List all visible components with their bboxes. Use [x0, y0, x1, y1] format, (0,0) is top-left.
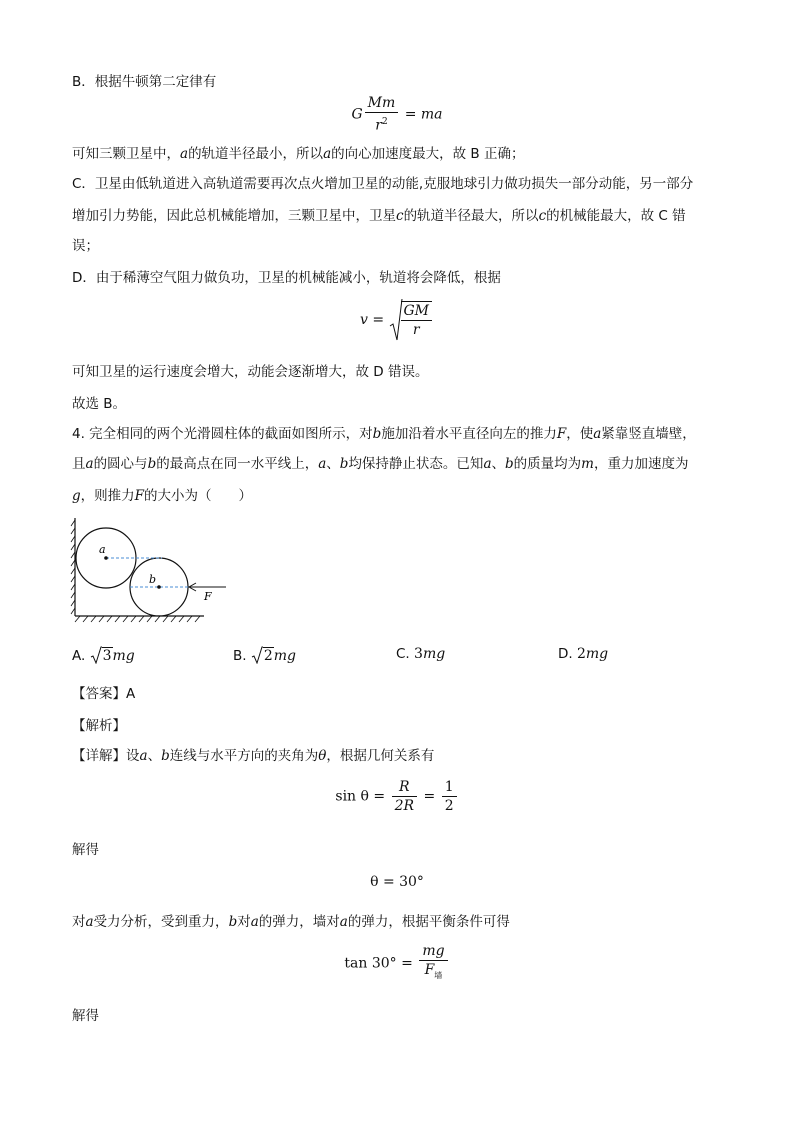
coefficient: 3	[414, 646, 423, 662]
text: 施加沿着水平直径向左的推力	[381, 426, 557, 442]
equation-sin-theta	[0, 778, 794, 815]
var: b	[339, 456, 349, 472]
analysis-label: 【解析】	[72, 718, 126, 734]
solve-2: 解得	[72, 1008, 99, 1024]
option-letter: A.	[72, 648, 86, 664]
c-line-3: 误；	[72, 238, 99, 254]
equation-theta: θ = 30°	[370, 874, 424, 890]
text: 的轨道半径最小，所以	[188, 146, 324, 162]
var: F	[134, 488, 145, 504]
eq3-fraction-1	[392, 778, 417, 815]
eq3-den2: 2	[444, 798, 454, 814]
var: a	[339, 914, 348, 930]
eq1-fraction	[365, 94, 399, 135]
eq3-lhs: sin θ =	[335, 788, 386, 805]
unit: mg	[112, 648, 135, 664]
eq1-denominator: r	[375, 117, 382, 134]
var: a	[318, 456, 327, 472]
unit: mg	[422, 646, 446, 662]
eq5-numerator: mg	[422, 943, 445, 959]
text: 的弹力，墙对	[258, 914, 340, 930]
text: 、	[491, 456, 505, 472]
text: 、	[147, 748, 162, 764]
c-line-2	[72, 204, 686, 224]
eq3-equals: =	[423, 788, 436, 805]
eq5-fraction	[419, 942, 447, 985]
eq3-fraction-2	[442, 778, 457, 815]
text: ，使	[566, 426, 594, 442]
radicand: 2	[263, 648, 273, 664]
text: 紧靠竖直墙壁，	[601, 426, 696, 442]
eq5-denominator: F	[424, 962, 435, 978]
center-a	[104, 556, 108, 560]
eq2-lhs: v =	[359, 312, 385, 328]
var: a	[85, 914, 94, 930]
option-value	[251, 648, 296, 664]
var: a	[85, 456, 94, 472]
force-analysis-line	[72, 910, 510, 930]
text: 的机械能最大，故 C 错	[546, 208, 686, 224]
option-letter: C.	[396, 646, 410, 662]
var: c	[538, 208, 547, 224]
text: 的圆心与	[93, 456, 148, 472]
q4-line-3	[72, 484, 252, 504]
eq1-G: G	[351, 106, 363, 123]
var: g	[72, 488, 81, 504]
option-b[interactable]	[233, 646, 296, 664]
text: 的轨道半径最大，所以	[403, 208, 539, 224]
detail-label: 【详解】	[72, 748, 126, 764]
eq3-num2: 1	[442, 778, 457, 797]
sqrt-sign	[389, 298, 435, 342]
eq5-lhs: tan 30° =	[344, 955, 413, 972]
text: 设	[126, 748, 140, 764]
text: 对	[237, 914, 251, 930]
unit: mg	[585, 646, 609, 662]
option-d[interactable]	[558, 646, 608, 662]
label-a: a	[99, 543, 106, 556]
var: c	[396, 208, 404, 224]
option-c[interactable]	[396, 646, 445, 662]
solve-1: 解得	[72, 842, 99, 858]
text: 均保持静止状态。已知	[348, 456, 484, 472]
center-b	[157, 585, 161, 589]
eq2-numerator: GM	[403, 303, 430, 319]
eq1-exponent: 2	[381, 117, 388, 127]
text: 的向心加速度最大，故 B 正确；	[331, 146, 525, 162]
eq5-subscript: 墙	[434, 970, 443, 980]
var: a	[139, 748, 148, 764]
d-intro: D．由于稀薄空气阻力做负功，卫星的机械能减小，轨道将会降低，根据	[72, 270, 501, 286]
option-a[interactable]	[72, 646, 135, 664]
radical-icon	[90, 646, 102, 664]
radical-icon	[251, 646, 263, 664]
var: b	[161, 748, 170, 764]
text: ，则推力	[80, 488, 135, 504]
option-value	[577, 646, 608, 662]
b-intro: B．根据牛顿第二定律有	[72, 74, 217, 90]
d-conclusion: 可知卫星的运行速度会增大，动能会逐渐增大，故 D 错误。	[72, 364, 429, 380]
eq1-rhs: = ma	[404, 106, 443, 123]
equation-newton-second-law	[0, 94, 794, 135]
eq2-denominator: r	[412, 322, 420, 338]
text: 受力分析，受到重力，	[93, 914, 229, 930]
option-letter: D.	[558, 646, 573, 662]
cylinders-figure	[70, 516, 240, 624]
choose-b: 故选 B。	[72, 396, 127, 412]
text: ，重力加速度为	[593, 456, 689, 472]
var: b	[147, 456, 157, 472]
option-value	[414, 646, 445, 662]
coefficient: 2	[576, 646, 586, 662]
radicand: 3	[102, 648, 112, 664]
answer-label: 【答案】	[72, 686, 126, 702]
eq2-fraction	[401, 301, 433, 339]
text: 4. 完全相同的两个光滑圆柱体的截面如图所示，对	[72, 426, 373, 442]
q4-line-2	[72, 452, 688, 472]
text: 的质量均为	[513, 456, 582, 472]
var: b	[228, 914, 238, 930]
eq3-num1: R	[399, 779, 410, 795]
text: 连线与水平方向的夹角为	[169, 748, 319, 764]
text: 可知三颗卫星中，	[72, 146, 180, 162]
var: a	[483, 456, 492, 472]
text: 的最高点在同一水平线上，	[156, 456, 319, 472]
floor-hatching	[75, 616, 200, 622]
text: 、	[326, 456, 340, 472]
eq3-den1: 2R	[394, 798, 415, 814]
text: 对	[72, 914, 86, 930]
var: θ	[318, 748, 327, 764]
var: b	[505, 456, 514, 472]
unit: mg	[273, 648, 297, 664]
equation-tan-30	[0, 942, 794, 985]
c-line-1: C．卫星由低轨道进入高轨道需要再次点火增加卫星的动能,克服地球引力做功损失一部分动能，另一部分	[72, 176, 694, 192]
q4-line-1	[72, 422, 696, 442]
option-letter: B.	[233, 648, 247, 664]
var: b	[372, 426, 382, 442]
answer	[72, 682, 135, 702]
b-conclusion	[72, 142, 524, 162]
var: a	[250, 914, 259, 930]
var: m	[581, 456, 594, 472]
text: 的大小为（ ）	[144, 488, 253, 504]
equation-orbital-velocity	[0, 298, 794, 342]
label-F: F	[204, 590, 212, 603]
eq1-numerator: Mm	[367, 95, 396, 111]
label-b: b	[149, 573, 157, 586]
option-value	[90, 648, 135, 664]
var: a	[593, 426, 602, 442]
answer-value: A	[126, 686, 136, 702]
detail-line	[72, 744, 434, 764]
var: a	[323, 146, 332, 162]
text: 增加引力势能，因此总机械能增加，三颗卫星中，卫星	[72, 208, 396, 224]
text: 的弹力，根据平衡条件可得	[347, 914, 510, 930]
text: 且	[72, 456, 86, 472]
var: a	[180, 146, 189, 162]
text: ，根据几何关系有	[326, 748, 435, 764]
var: F	[556, 426, 567, 442]
